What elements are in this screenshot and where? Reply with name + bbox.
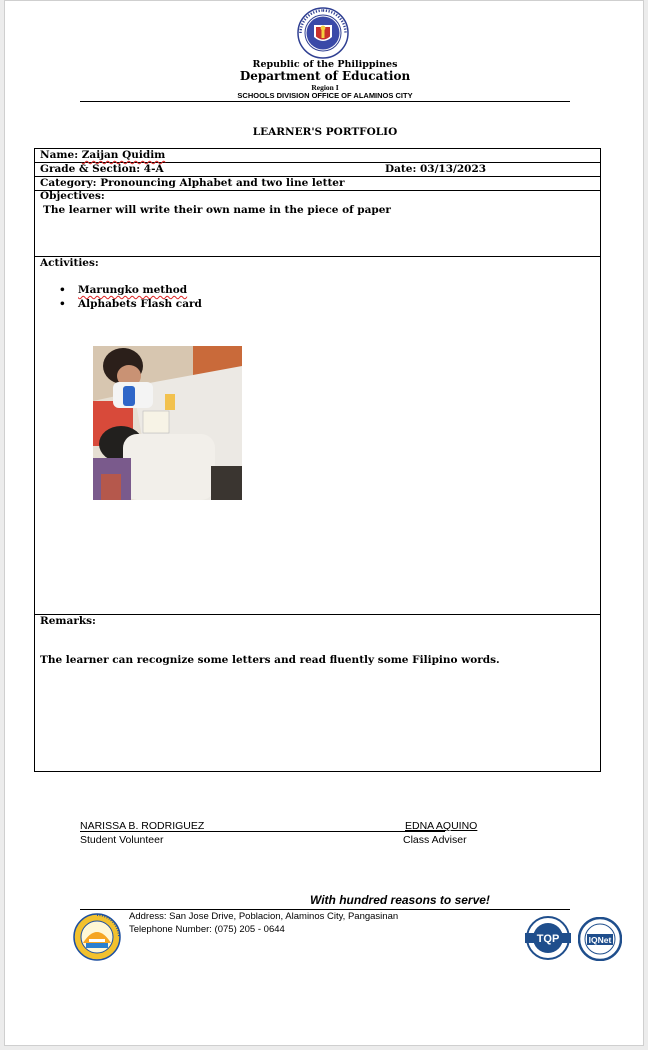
name-field (40, 149, 165, 161)
date-field (385, 163, 486, 175)
remarks-label: Remarks: (40, 615, 96, 627)
category-field (40, 177, 345, 189)
activities-label: Activities: (40, 257, 99, 269)
header-department: Department of Education (239, 69, 411, 83)
objectives-text: The learner will write their own name in the piece of paper (43, 204, 391, 216)
category-value: Pronouncing Alphabet and two line letter (100, 177, 345, 189)
footer-rule (80, 909, 570, 910)
name-value: Zaijan Quidim (81, 149, 166, 161)
footer-telephone: Telephone Number: (075) 205 - 0644 (129, 924, 285, 935)
activity-text: Alphabets Flash card (78, 298, 202, 310)
footer-address: Address: San Jose Drive, Poblacion, Alaminos City, Pangasinan (129, 911, 399, 922)
page-title: LEARNER'S PORTFOLIO (252, 126, 398, 138)
adviser-role: Class Adviser (403, 834, 467, 846)
date-value: 03/13/2023 (419, 163, 487, 175)
name-label: Name: (40, 149, 79, 161)
remarks-text: The learner can recognize some letters and read fluently some Filipino words. (40, 654, 500, 666)
row-divider (35, 256, 600, 257)
date-label: Date: (385, 163, 417, 175)
division-logo (73, 913, 121, 961)
row-divider (35, 190, 600, 191)
grade-field (40, 163, 164, 175)
header-division: SCHOOLS DIVISION OFFICE OF ALAMINOS CITY (237, 91, 413, 100)
adviser-name: EDNA AQUINO (405, 820, 478, 832)
document-page (4, 0, 644, 1046)
svg-text:IQNet: IQNet (588, 935, 612, 945)
volunteer-name: NARISSA B. RODRIGUEZ (80, 820, 205, 832)
bullet-icon: • (59, 298, 66, 310)
activity-photo (93, 346, 242, 500)
grade-label: Grade & Section: (40, 163, 141, 175)
activity-item (59, 284, 187, 296)
bullet-icon: • (59, 284, 66, 296)
row-divider (35, 614, 600, 615)
header-rule (80, 101, 570, 102)
grade-value: 4-A (143, 163, 164, 175)
objectives-label: Objectives: (40, 190, 105, 202)
signature-line (80, 831, 445, 832)
activity-item (59, 298, 202, 310)
category-label: Category: (40, 177, 97, 189)
footer-motto: With hundred reasons to serve! (310, 893, 490, 907)
svg-text:TQP: TQP (536, 933, 560, 945)
portfolio-form (34, 148, 601, 772)
iqnet-certification-logo (578, 917, 622, 961)
header-region: Region I (311, 83, 339, 92)
tqp-certification-logo (523, 915, 573, 961)
deped-seal-logo (297, 7, 349, 59)
activity-text: Marungko method (78, 284, 188, 296)
volunteer-role: Student Volunteer (80, 834, 164, 846)
header-republic: Republic of the Philippines (252, 59, 398, 70)
